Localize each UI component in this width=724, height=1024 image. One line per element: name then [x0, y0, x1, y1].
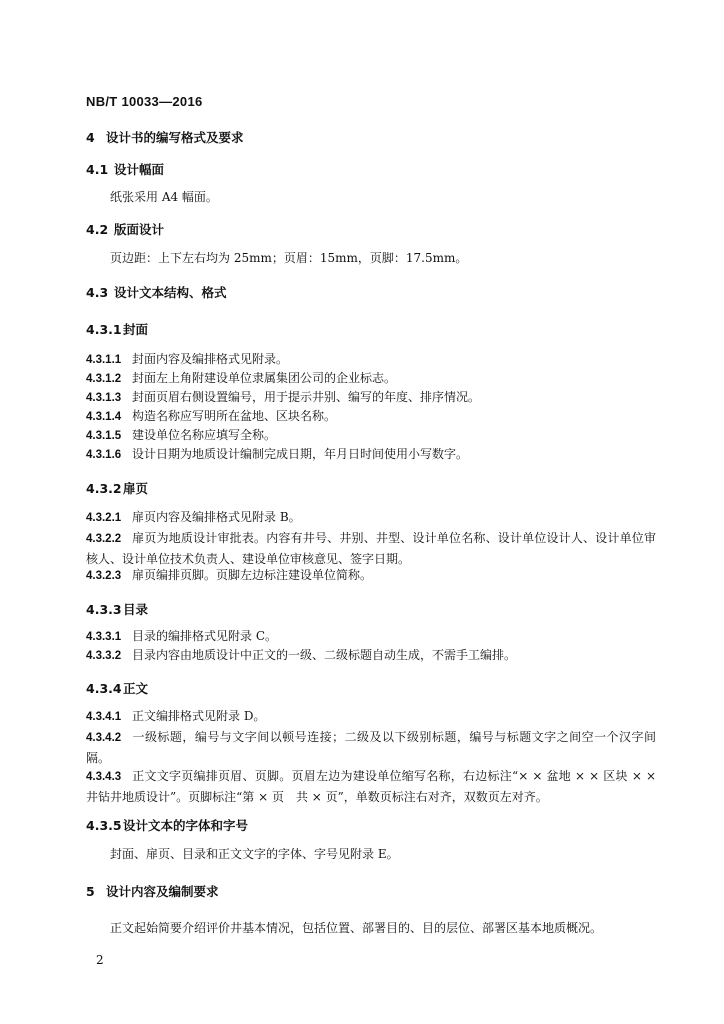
clause-4-3-4-2: 4.3.4.2 一级标题，编号与文字间以顿号连接；二级及以下级别标题，编号与标题文字之间空一个汉字间隔。 — [86, 730, 656, 765]
section-number: 4.3.5 — [86, 818, 122, 833]
section-4-3-2-heading — [86, 479, 148, 497]
section-title: 设计内容及编制要求 — [106, 884, 219, 899]
section-4-3-1-heading — [86, 320, 148, 338]
clause-4-3-2-1: 4.3.2.1 扉页内容及编排格式见附录 B。 — [86, 510, 301, 524]
section-title: 正文 — [123, 681, 149, 696]
paragraph: 页边距：上下左右均为 25mm；页眉：15mm，页脚：17.5mm。 — [110, 251, 468, 265]
clause-4-3-1-5: 4.3.1.5 建设单位名称应填写全称。 — [86, 428, 277, 442]
section-5-heading — [86, 882, 219, 900]
section-number: 4.3.2 — [86, 481, 122, 496]
clause-4-3-4-1: 4.3.4.1 正文编排格式见附录 D。 — [86, 709, 266, 723]
section-title: 目录 — [123, 602, 149, 617]
section-number: 4.3 — [86, 285, 109, 300]
clause-4-3-3-1: 4.3.3.1 目录的编排格式见附录 C。 — [86, 629, 277, 643]
section-4-3-4-heading — [86, 679, 148, 697]
section-title: 设计书的编写格式及要求 — [106, 130, 244, 145]
standard-number-header: NB/T 10033—2016 — [86, 94, 203, 109]
clause-4-3-1-6: 4.3.1.6 设计日期为地质设计编制完成日期，年月日时间使用小写数字。 — [86, 447, 469, 461]
section-number: 4.2 — [86, 222, 109, 237]
section-number: 4.1 — [86, 162, 109, 177]
clause-4-3-4-3: 4.3.4.3 正文文字页编排页眉、页脚。页眉左边为建设单位缩写名称，右边标注“× × 盆地 × × 区块 × × 井钻井地质设计”。页脚标注“第 × 页 共 × 页”，单数页标注右对齐，双数页左对齐。 — [86, 769, 656, 804]
clause-4-3-2-3: 4.3.2.3 扉页编排页脚。页脚左边标注建设单位简称。 — [86, 568, 373, 582]
clause-4-3-3-2: 4.3.3.2 目录内容由地质设计中正文的一级、二级标题自动生成，不需手工编排。 — [86, 648, 517, 662]
section-number: 5 — [86, 884, 95, 899]
section-title: 设计文本结构、格式 — [114, 285, 227, 300]
section-4-1-heading — [86, 160, 164, 178]
clause-4-3-1-1: 4.3.1.1 封面内容及编排格式见附录。 — [86, 352, 289, 366]
paragraph: 纸张采用 A4 幅面。 — [110, 190, 218, 204]
section-number: 4.3.3 — [86, 602, 122, 617]
section-4-heading — [86, 128, 244, 146]
section-title: 设计文本的字体和字号 — [123, 818, 249, 833]
section-4-3-5-heading — [86, 816, 248, 834]
paragraph: 封面、扉页、目录和正文文字的字体、字号见附录 E。 — [110, 847, 399, 861]
clause-4-3-1-3: 4.3.1.3 封面页眉右侧设置编号，用于提示井别、编写的年度、排序情况。 — [86, 390, 481, 404]
clause-4-3-1-4: 4.3.1.4 构造名称应写明所在盆地、区块名称。 — [86, 409, 337, 423]
paragraph: 正文起始简要介绍评价井基本情况，包括位置、部署目的、目的层位、部署区基本地质概况。 — [110, 921, 603, 935]
section-number: 4 — [86, 130, 95, 145]
section-title: 设计幅面 — [114, 162, 165, 177]
clause-4-3-1-2: 4.3.1.2 封面左上角附建设单位隶属集团公司的企业标志。 — [86, 371, 397, 385]
section-4-3-3-heading — [86, 600, 148, 618]
page-number: 2 — [96, 953, 104, 967]
section-4-2-heading — [86, 220, 164, 238]
section-title: 扉页 — [123, 481, 149, 496]
section-4-3-heading — [86, 283, 227, 301]
section-title: 封面 — [123, 322, 149, 337]
section-title: 版面设计 — [114, 222, 165, 237]
clause-4-3-2-2: 4.3.2.2 扉页为地质设计审批表。内容有井号、井别、井型、设计单位名称、设计单位设计人、设计单位审核人、设计单位技术负责人、建设单位审核意见、签字日期。 — [86, 531, 656, 566]
section-number: 4.3.1 — [86, 322, 122, 337]
section-number: 4.3.4 — [86, 681, 122, 696]
